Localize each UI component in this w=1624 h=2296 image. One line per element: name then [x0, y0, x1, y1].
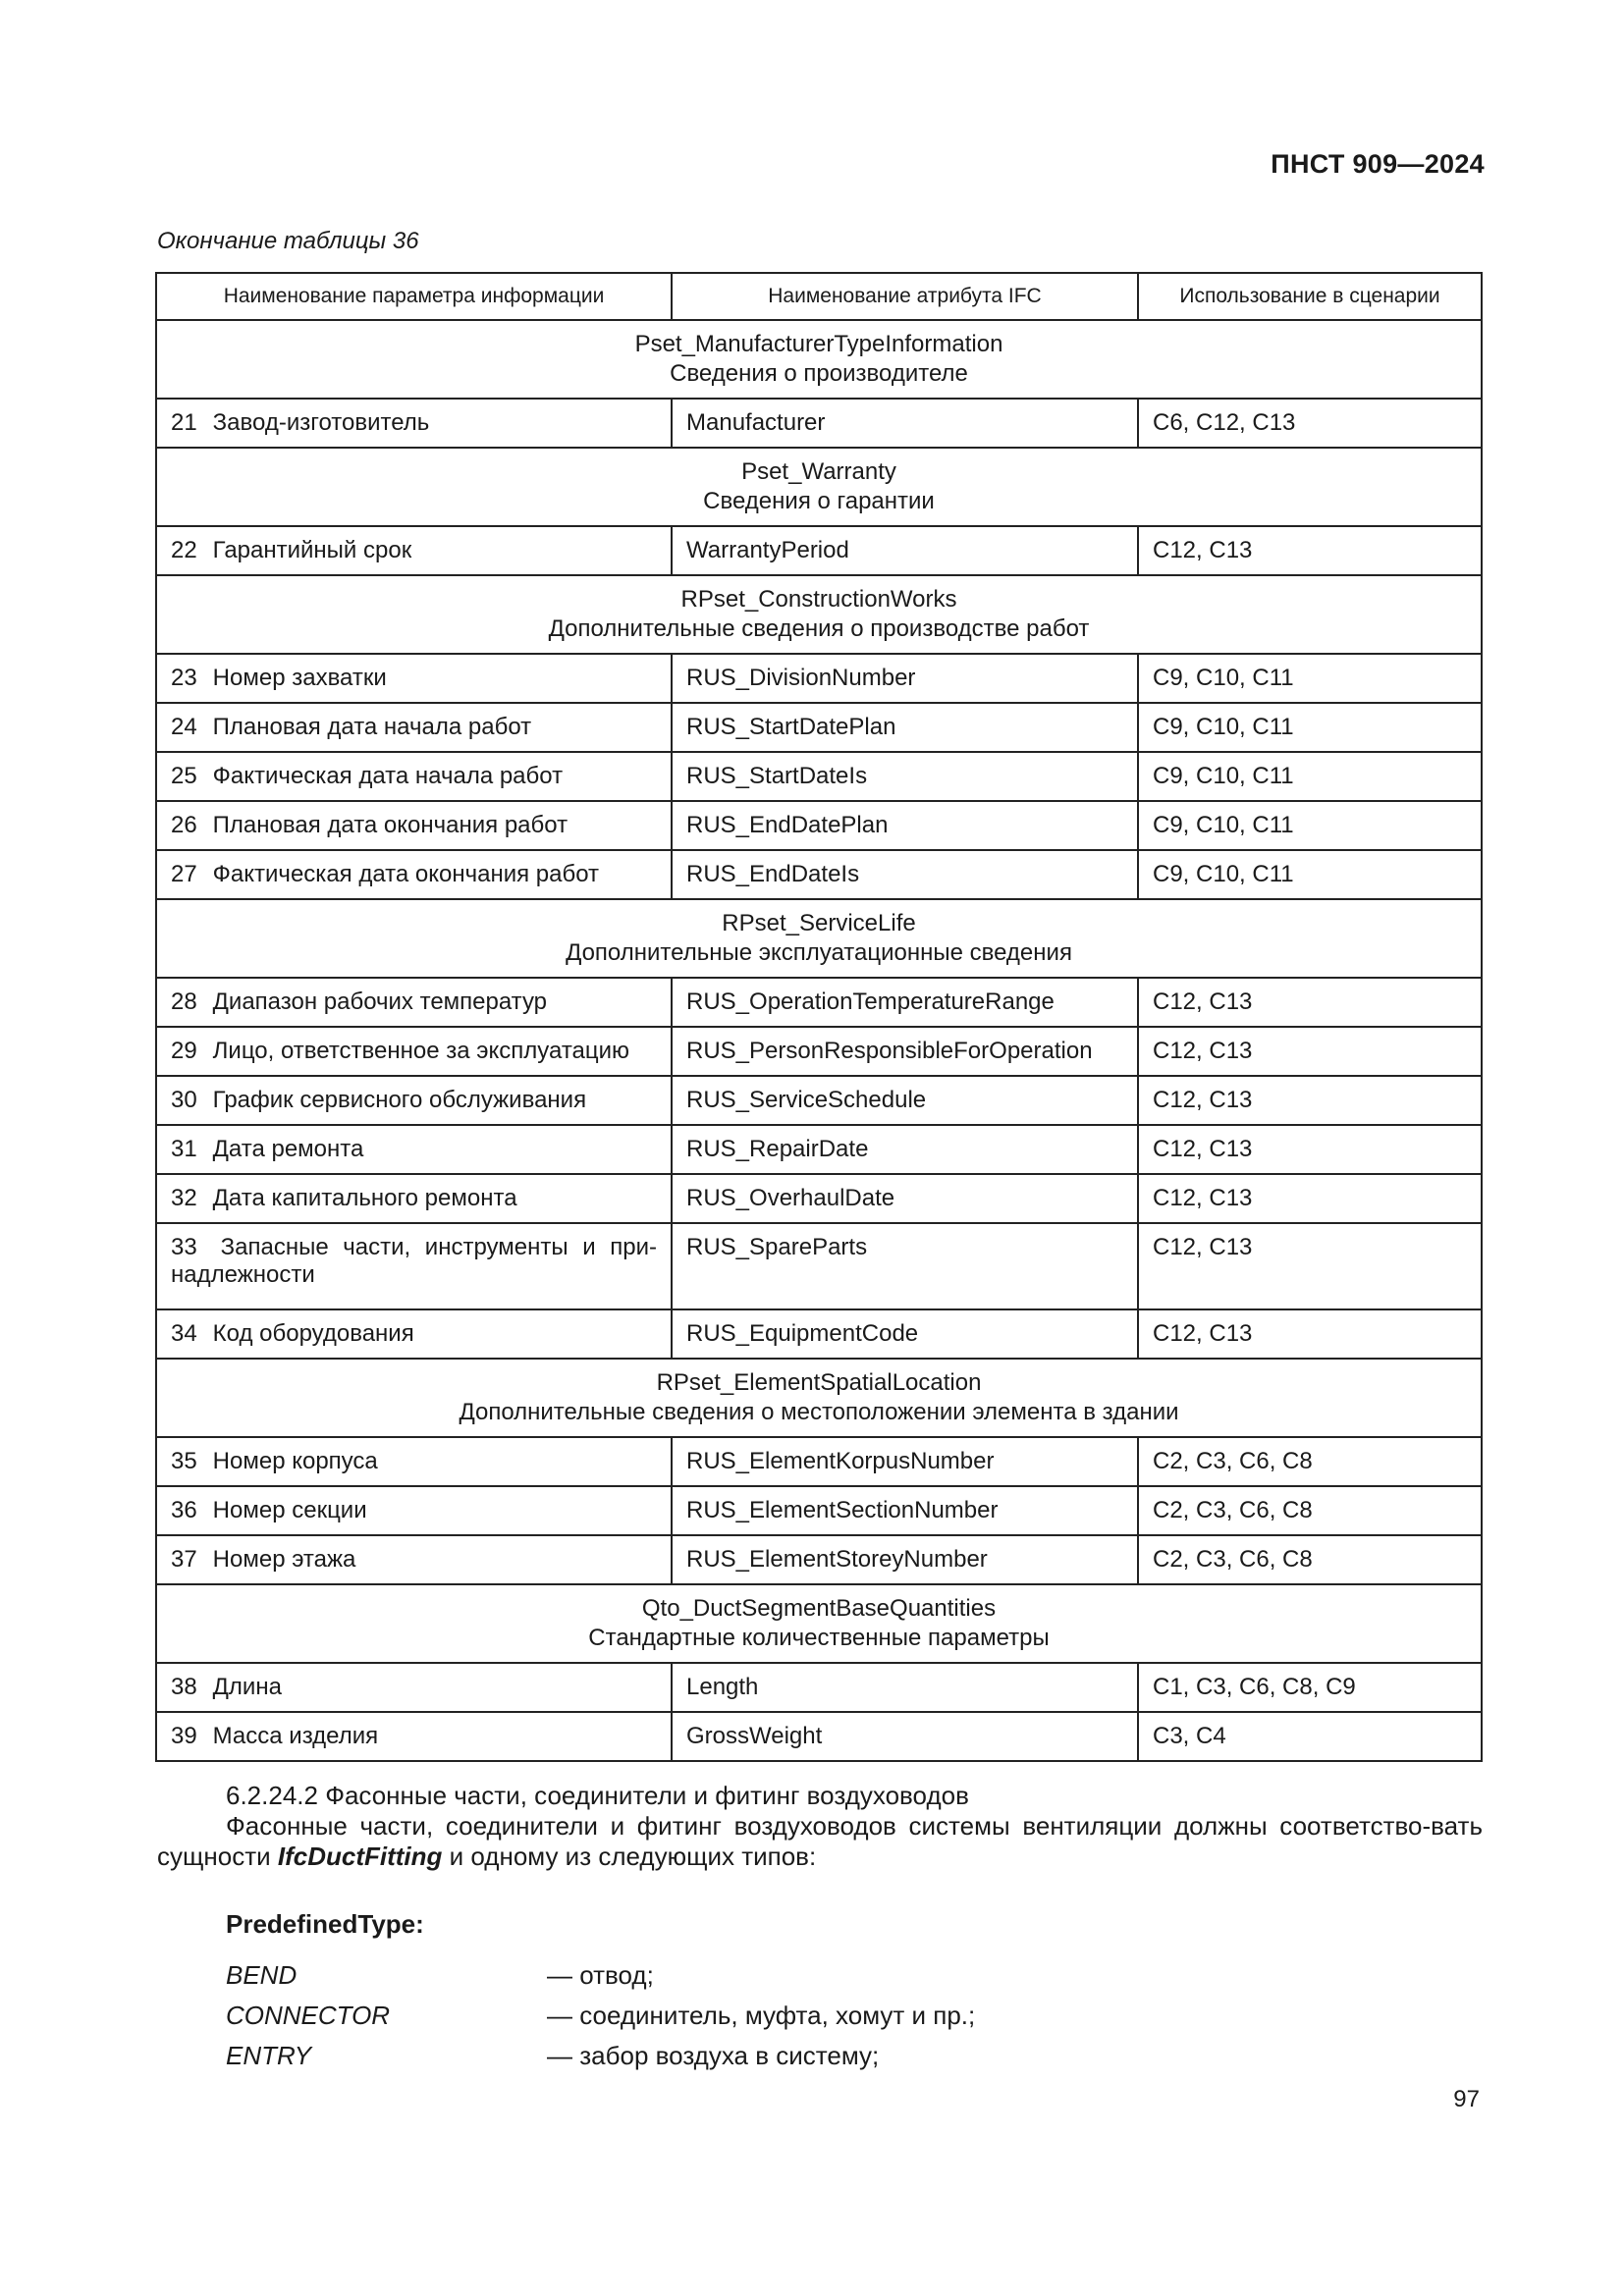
table-row [156, 1437, 1482, 1486]
parameter-name: Код оборудования [212, 1320, 414, 1347]
row-number: 32 [171, 1185, 197, 1211]
column-header-ifc-attribute: Наименование атрибута IFC [672, 273, 1138, 320]
parameter-cell [156, 399, 672, 448]
row-number: 34 [171, 1320, 197, 1347]
table-group-row [156, 575, 1482, 654]
parameter-cell [156, 1437, 672, 1486]
ifc-attribute-cell: Manufacturer [672, 399, 1138, 448]
row-number: 22 [171, 537, 197, 563]
property-set-name: Pset_Warranty [741, 458, 896, 485]
parameter-name: Завод-изготовитель [212, 409, 430, 436]
row-number: 36 [171, 1497, 197, 1523]
ifc-attribute-cell: WarrantyPeriod [672, 526, 1138, 575]
ifc-attribute-cell: Length [672, 1663, 1138, 1712]
scenario-usage-cell: C2, C3, C6, C8 [1138, 1437, 1482, 1486]
ifc-attribute-cell: RUS_ElementSectionNumber [672, 1486, 1138, 1535]
type-code: CONNECTOR [226, 2001, 391, 2030]
predefined-type-item [226, 2036, 975, 2076]
scenario-usage-cell: C9, C10, C11 [1138, 703, 1482, 752]
table-row [156, 1663, 1482, 1712]
parameter-name: Фактическая дата окончания работ [212, 861, 600, 887]
parameter-name: Дата ремонта [212, 1136, 364, 1162]
type-description: — забор воздуха в систему; [547, 2041, 880, 2070]
property-set-name: Pset_ManufacturerTypeInformation [634, 331, 1003, 357]
parameter-cell [156, 1663, 672, 1712]
property-set-description: Дополнительные сведения о производстве работ [548, 615, 1090, 642]
parameter-name: Плановая дата окончания работ [212, 812, 568, 838]
property-set-cell [156, 1359, 1482, 1437]
table-group-row [156, 448, 1482, 526]
property-set-name: RPset_ElementSpatialLocation [656, 1369, 982, 1396]
section-text [157, 1781, 1483, 1872]
parameter-name: Гарантийный срок [212, 537, 412, 563]
parameter-cell [156, 978, 672, 1027]
parameter-name: График сервисного обслуживания [212, 1087, 587, 1113]
type-description: — отвод; [547, 1960, 654, 1990]
scenario-usage-cell: C12, C13 [1138, 526, 1482, 575]
type-description: — соединитель, муфта, хомут и пр.; [547, 2001, 976, 2030]
row-number: 35 [171, 1448, 197, 1474]
row-number: 30 [171, 1087, 197, 1113]
table-row [156, 703, 1482, 752]
parameter-cell [156, 1223, 672, 1309]
scenario-usage-cell: C1, C3, C6, C8, C9 [1138, 1663, 1482, 1712]
scenario-usage-cell: C12, C13 [1138, 1174, 1482, 1223]
parameter-name: Плановая дата начала работ [212, 714, 532, 740]
ifc-attribute-cell: RUS_PersonResponsibleForOperation [672, 1027, 1138, 1076]
property-set-description: Дополнительные эксплуатационные сведения [566, 939, 1072, 966]
predefined-type-item [226, 1955, 975, 1996]
table-group-row [156, 1584, 1482, 1663]
scenario-usage-cell: C3, C4 [1138, 1712, 1482, 1761]
table-row [156, 978, 1482, 1027]
scenario-usage-cell: C12, C13 [1138, 1223, 1482, 1309]
property-set-description: Стандартные количественные параметры [588, 1625, 1050, 1651]
table-row [156, 1712, 1482, 1761]
parameter-cell [156, 1712, 672, 1761]
row-number: 28 [171, 988, 197, 1015]
row-number: 33 [171, 1234, 197, 1260]
ifc-attribute-cell: RUS_EndDateIs [672, 850, 1138, 899]
property-set-description: Сведения о гарантии [703, 488, 935, 514]
predefined-type-list [226, 1955, 975, 2076]
row-number: 25 [171, 763, 197, 789]
scenario-usage-cell: C9, C10, C11 [1138, 752, 1482, 801]
parameter-cell [156, 1535, 672, 1584]
row-number: 29 [171, 1038, 197, 1064]
scenario-usage-cell: C9, C10, C11 [1138, 654, 1482, 703]
ifc-attribute-cell: RUS_ServiceSchedule [672, 1076, 1138, 1125]
column-header-parameter: Наименование параметра информации [156, 273, 672, 320]
parameter-name: Длина [212, 1674, 282, 1700]
property-set-cell [156, 448, 1482, 526]
parameter-name: Диапазон рабочих температур [212, 988, 548, 1015]
parameter-cell [156, 752, 672, 801]
property-set-description: Дополнительные сведения о местоположении элемента в здании [459, 1399, 1179, 1425]
row-number: 27 [171, 861, 197, 887]
parameter-cell [156, 526, 672, 575]
parameters-table [155, 272, 1483, 1762]
row-number: 23 [171, 665, 197, 691]
table-body [156, 320, 1482, 1761]
property-set-cell [156, 1584, 1482, 1663]
property-set-cell [156, 320, 1482, 399]
parameter-cell [156, 1309, 672, 1359]
table-row [156, 1076, 1482, 1125]
ifc-attribute-cell: GrossWeight [672, 1712, 1138, 1761]
parameter-cell [156, 1125, 672, 1174]
ifc-attribute-cell: RUS_OperationTemperatureRange [672, 978, 1138, 1027]
type-code: ENTRY [226, 2041, 312, 2070]
table-caption: Окончание таблицы 36 [157, 228, 419, 254]
table-row [156, 1486, 1482, 1535]
column-header-scenario-usage: Использование в сценарии [1138, 273, 1482, 320]
table-group-row [156, 899, 1482, 978]
ifc-attribute-cell: RUS_ElementKorpusNumber [672, 1437, 1138, 1486]
scenario-usage-cell: C12, C13 [1138, 1076, 1482, 1125]
parameter-name: Номер корпуса [212, 1448, 378, 1474]
parameter-name: Номер этажа [212, 1546, 356, 1573]
scenario-usage-cell: C6, C12, C13 [1138, 399, 1482, 448]
parameter-cell [156, 654, 672, 703]
table-row [156, 1027, 1482, 1076]
parameter-cell [156, 801, 672, 850]
table-row [156, 1309, 1482, 1359]
property-set-cell [156, 899, 1482, 978]
parameter-name: Лицо, ответственное за эксплуатацию [212, 1038, 630, 1064]
table-row [156, 801, 1482, 850]
scenario-usage-cell: C12, C13 [1138, 1309, 1482, 1359]
parameter-name: Дата капитального ремонта [212, 1185, 517, 1211]
section-heading: 6.2.24.2 Фасонные части, соединители и фитинг воздуховодов [226, 1781, 969, 1810]
parameter-cell [156, 1174, 672, 1223]
parameter-name: Фактическая дата начала работ [212, 763, 564, 789]
scenario-usage-cell: C9, C10, C11 [1138, 850, 1482, 899]
parameter-cell [156, 1486, 672, 1535]
ifc-attribute-cell: RUS_SpareParts [672, 1223, 1138, 1309]
scenario-usage-cell: C9, C10, C11 [1138, 801, 1482, 850]
ifc-attribute-cell: RUS_EquipmentCode [672, 1309, 1138, 1359]
parameter-cell [156, 1076, 672, 1125]
table-group-row [156, 320, 1482, 399]
ifc-attribute-cell: RUS_ElementStoreyNumber [672, 1535, 1138, 1584]
document-code: ПНСТ 909—2024 [1271, 149, 1485, 179]
type-code: BEND [226, 1960, 298, 1990]
table-row [156, 850, 1482, 899]
ifc-attribute-cell: RUS_EndDatePlan [672, 801, 1138, 850]
paragraph-start: Фасонные части, соединители и фитинг воздуховодов системы вентиляции должны соответство-вать сущности [157, 1811, 1483, 1871]
entity-name: IfcDuctFitting [277, 1842, 443, 1871]
table-row [156, 752, 1482, 801]
table-header-row [156, 273, 1482, 320]
table-row [156, 526, 1482, 575]
ifc-attribute-cell: RUS_StartDatePlan [672, 703, 1138, 752]
ifc-attribute-cell: RUS_DivisionNumber [672, 654, 1138, 703]
parameter-name: Номер захватки [212, 665, 387, 691]
property-set-description: Сведения о производителе [670, 360, 968, 387]
predefined-type-title: PredefinedType: [226, 1909, 424, 1939]
table-row [156, 654, 1482, 703]
scenario-usage-cell: C12, C13 [1138, 978, 1482, 1027]
ifc-attribute-cell: RUS_OverhaulDate [672, 1174, 1138, 1223]
parameter-name: Номер секции [212, 1497, 367, 1523]
table-row [156, 1125, 1482, 1174]
row-number: 31 [171, 1136, 197, 1162]
table-row [156, 1535, 1482, 1584]
row-number: 37 [171, 1546, 197, 1573]
scenario-usage-cell: C12, C13 [1138, 1027, 1482, 1076]
scenario-usage-cell: C2, C3, C6, C8 [1138, 1486, 1482, 1535]
page-number: 97 [1453, 2086, 1480, 2112]
row-number: 38 [171, 1674, 197, 1700]
paragraph-end: и одному из следующих типов: [449, 1842, 817, 1871]
section-paragraph [157, 1811, 1483, 1872]
scenario-usage-cell: C2, C3, C6, C8 [1138, 1535, 1482, 1584]
parameter-name: Масса изделия [212, 1723, 379, 1749]
property-set-cell [156, 575, 1482, 654]
table-row [156, 1174, 1482, 1223]
ifc-attribute-cell: RUS_StartDateIs [672, 752, 1138, 801]
row-number: 24 [171, 714, 197, 740]
parameter-cell [156, 850, 672, 899]
table-group-row [156, 1359, 1482, 1437]
table-row [156, 399, 1482, 448]
scenario-usage-cell: C12, C13 [1138, 1125, 1482, 1174]
property-set-name: RPset_ServiceLife [722, 910, 916, 936]
parameter-cell [156, 703, 672, 752]
ifc-attribute-cell: RUS_RepairDate [672, 1125, 1138, 1174]
row-number: 21 [171, 409, 197, 436]
row-number: 39 [171, 1723, 197, 1749]
property-set-name: Qto_DuctSegmentBaseQuantities [641, 1595, 997, 1622]
predefined-type-item [226, 1996, 975, 2036]
property-set-name: RPset_ConstructionWorks [680, 586, 957, 613]
row-number: 26 [171, 812, 197, 838]
parameter-name: Запасные части, инструменты и при-надлежности [171, 1234, 657, 1288]
parameter-cell [156, 1027, 672, 1076]
table-row [156, 1223, 1482, 1309]
